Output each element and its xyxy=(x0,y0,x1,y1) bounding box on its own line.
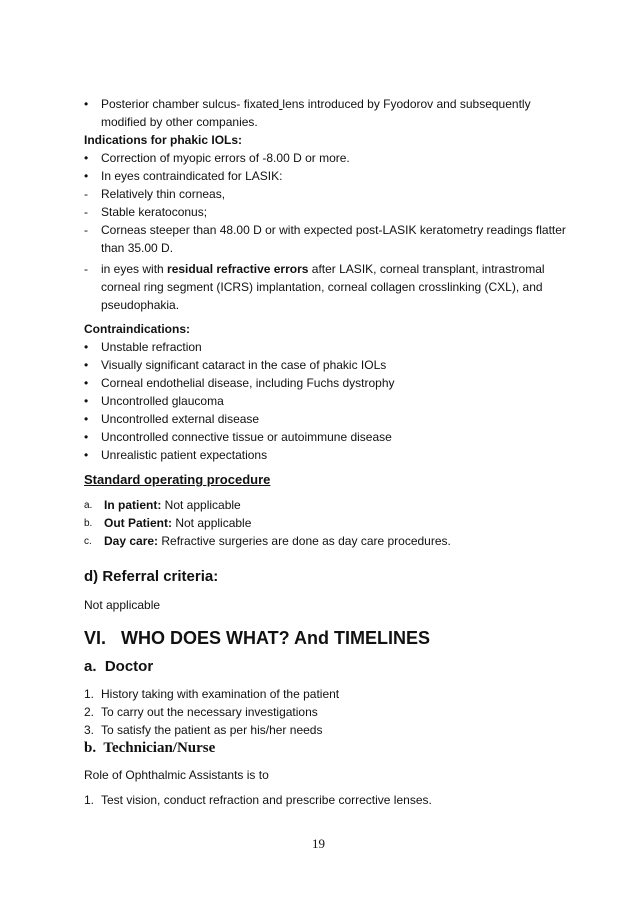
list-item-continuation: than 35.00 D. xyxy=(101,241,174,255)
section-heading: VI. WHO DOES WHAT? And TIMELINES xyxy=(84,628,430,648)
dash-marker: - xyxy=(84,205,88,219)
list-item: Corneal endothelial disease, including Fuchs dystrophy xyxy=(101,376,395,390)
sop-text: Not applicable xyxy=(172,516,252,530)
text-continued: lens introduced by Fyodorov and subsequently xyxy=(282,97,531,111)
list-marker: 2. xyxy=(84,705,95,719)
list-item: Relatively thin corneas, xyxy=(101,187,226,201)
list-item: Unrealistic patient expectations xyxy=(101,448,268,462)
text-bold-residual: residual refractive errors xyxy=(167,262,309,276)
dash-marker: - xyxy=(84,262,88,276)
list-marker: b. xyxy=(84,518,93,529)
technician-intro: Role of Ophthalmic Assistants is to xyxy=(84,768,269,782)
list-item: History taking with examination of the patient xyxy=(101,687,340,701)
referral-heading: d) Referral criteria: xyxy=(84,568,219,585)
list-item: Uncontrolled glaucoma xyxy=(101,394,224,408)
paragraph-line: modified by other companies. xyxy=(101,115,258,129)
bullet-marker: • xyxy=(84,151,89,165)
list-item: To satisfy the patient as per his/her needs xyxy=(101,723,323,737)
list-marker: 1. xyxy=(84,687,95,701)
bullet-marker: • xyxy=(84,358,89,372)
list-item: Uncontrolled external disease xyxy=(101,412,260,426)
bullet-marker: • xyxy=(84,376,89,390)
bullet-marker: • xyxy=(84,340,89,354)
list-item: Correction of myopic errors of -8.00 D or more. xyxy=(101,151,350,165)
list-marker: 1. xyxy=(84,793,95,807)
list-item-continuation: pseudophakia. xyxy=(101,298,180,312)
list-item-continuation: corneal ring segment (ICRS) implantation, corneal collagen crosslinking (CXL), and xyxy=(101,280,543,294)
indications-heading: Indications for phakic IOLs: xyxy=(84,133,243,147)
bullet-marker: • xyxy=(84,430,89,444)
sop-text: Refractive surgeries are done as day care procedures. xyxy=(158,534,451,548)
page-number: 19 xyxy=(312,836,325,851)
text-suffix: after LASIK, corneal transplant, intrastromal xyxy=(308,262,545,276)
dash-marker: - xyxy=(84,223,88,237)
bullet-marker: • xyxy=(84,394,89,408)
list-item: In eyes contraindicated for LASIK: xyxy=(101,169,283,183)
list-item: Visually significant cataract in the case of phakic IOLs xyxy=(101,358,387,372)
list-marker: a. xyxy=(84,500,93,511)
list-item: To carry out the necessary investigations xyxy=(101,705,318,719)
list-item: Stable keratoconus; xyxy=(101,205,208,219)
sop-text: Not applicable xyxy=(161,498,241,512)
contraindications-heading: Contraindications: xyxy=(84,322,191,336)
list-marker: 3. xyxy=(84,723,95,737)
doctor-heading: a. Doctor xyxy=(84,658,154,675)
sop-item xyxy=(104,514,251,532)
bullet-marker: • xyxy=(84,97,89,111)
list-item: Corneas steeper than 48.00 D or with expected post-LASIK keratometry readings flatter xyxy=(101,223,566,237)
referral-text: Not applicable xyxy=(84,598,161,612)
text-fixated: Posterior chamber sulcus- fixated xyxy=(101,97,280,111)
sop-item xyxy=(104,532,451,550)
list-item: Uncontrolled connective tissue or autoimmune disease xyxy=(101,430,392,444)
list-marker: c. xyxy=(84,536,92,547)
bullet-marker: • xyxy=(84,169,89,183)
dash-marker: - xyxy=(84,187,88,201)
bullet-marker: • xyxy=(84,412,89,426)
sop-item xyxy=(104,496,241,514)
paragraph-line xyxy=(101,95,531,113)
sop-label: Day care: xyxy=(104,534,159,548)
list-item: Test vision, conduct refraction and prescribe corrective lenses. xyxy=(101,793,432,807)
technician-heading: b. Technician/Nurse xyxy=(84,740,216,756)
text-prefix: in eyes with xyxy=(101,262,168,276)
sop-heading: Standard operating procedure xyxy=(84,472,271,487)
list-item: Unstable refraction xyxy=(101,340,202,354)
sop-label: Out Patient: xyxy=(104,516,172,530)
sop-label: In patient: xyxy=(104,498,162,512)
list-item xyxy=(101,260,545,278)
bullet-marker: • xyxy=(84,448,89,462)
